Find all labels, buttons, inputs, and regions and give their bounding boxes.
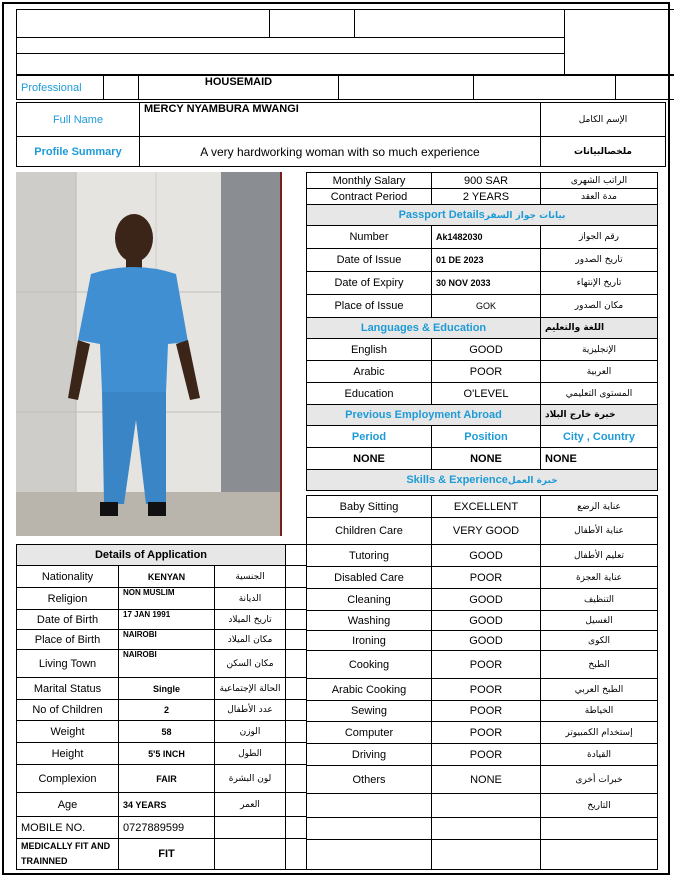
skill-value: EXCELLENT	[432, 496, 541, 518]
skill-ar: الكوى	[541, 631, 658, 651]
employment-city-header: City , Country	[541, 426, 658, 448]
skill-label: Sewing	[307, 701, 432, 722]
living-town-ar: مكان السكن	[215, 650, 286, 678]
contract-period-ar: مدة العقد	[541, 189, 658, 205]
skill-ar: الطبخ العربي	[541, 679, 658, 701]
religion-value: NON MUSLIM	[119, 588, 215, 610]
profession-row	[16, 75, 674, 100]
full-name-label: Full Name	[17, 103, 140, 137]
skills-title: Skills & Experience	[406, 474, 508, 486]
employment-title: Previous Employment Abroad	[307, 405, 541, 426]
pob-label: Place of Birth	[17, 630, 119, 650]
passport-number-ar: رقم الجواز	[541, 226, 658, 249]
profile-summary-text: A very hardworking woman with so much experience	[140, 137, 541, 167]
skill-value: NONE	[432, 766, 541, 794]
skill-value: GOOD	[432, 611, 541, 631]
passport-place-ar: مكان الصدور	[541, 295, 658, 318]
religion-label: Religion	[17, 588, 119, 610]
skill-ar: إستخدام الكمبيوتر	[541, 722, 658, 744]
skill-value: POOR	[432, 679, 541, 701]
height-ar: الطول	[215, 743, 286, 765]
employment-position-value: NONE	[432, 448, 541, 470]
salary-value: 900 SAR	[432, 173, 541, 189]
complexion-value: FAIR	[119, 765, 215, 793]
skill-ar: عناية الرضع	[541, 496, 658, 518]
salary-label: Monthly Salary	[307, 173, 432, 189]
employment-position-header: Position	[432, 426, 541, 448]
children-value: 2	[119, 700, 215, 721]
dob-value: 17 JAN 1991	[119, 610, 215, 630]
skill-label: Driving	[307, 744, 432, 766]
profile-summary-ar: ملخصالبيانات	[541, 137, 666, 167]
skill-value: POOR	[432, 567, 541, 589]
passport-expiry-label: Date of Expiry	[307, 272, 432, 295]
skill-ar: الغسيل	[541, 611, 658, 631]
right-info-table	[306, 172, 658, 491]
skill-value: GOOD	[432, 589, 541, 611]
age-label: Age	[17, 793, 119, 817]
skill-value: POOR	[432, 722, 541, 744]
age-ar: العمر	[215, 793, 286, 817]
arabic-ar: العربية	[541, 361, 658, 383]
application-title: Details of Application	[17, 545, 286, 566]
date-ar: التاريخ	[541, 794, 658, 818]
passport-section-header	[307, 205, 658, 226]
skill-ar: خبرات أخرى	[541, 766, 658, 794]
skill-ar: التنظيف	[541, 589, 658, 611]
skill-label	[307, 794, 432, 818]
skill-value: GOOD	[432, 631, 541, 651]
english-label: English	[307, 339, 432, 361]
employment-period-header: Period	[307, 426, 432, 448]
full-name-ar: الإسم الكامل	[541, 103, 666, 137]
skills-section-header	[307, 470, 658, 491]
height-value: 5'5 INCH	[119, 743, 215, 765]
skill-value: VERY GOOD	[432, 518, 541, 545]
employment-title-ar: خبرة خارج البلاد	[541, 405, 658, 426]
children-ar: عدد الأطفال	[215, 700, 286, 721]
passport-place-label: Place of Issue	[307, 295, 432, 318]
skill-value	[432, 794, 541, 818]
height-label: Height	[17, 743, 119, 765]
employment-city-value: NONE	[541, 448, 658, 470]
skill-label: Washing	[307, 611, 432, 631]
salary-ar: الراتب الشهرى	[541, 173, 658, 189]
passport-issue-value: 01 DE 2023	[432, 249, 541, 272]
pob-ar: مكان الميلاد	[215, 630, 286, 650]
passport-expiry-ar: تاريخ الإنتهاء	[541, 272, 658, 295]
professional-label: Professional	[17, 76, 104, 100]
english-ar: الإنجليزية	[541, 339, 658, 361]
skill-ar: عناية العجزة	[541, 567, 658, 589]
marital-value: Single	[119, 678, 215, 700]
medical-label: MEDICALLY FIT AND TRAINNED	[17, 839, 119, 870]
languages-title: Languages & Education	[307, 318, 541, 339]
education-value: O'LEVEL	[432, 383, 541, 405]
languages-title-ar: اللغة والتعليم	[541, 318, 658, 339]
contract-period-value: 2 YEARS	[432, 189, 541, 205]
application-table	[16, 544, 307, 870]
top-blank-grid	[16, 9, 674, 75]
education-ar: المستوى التعليمي	[541, 383, 658, 405]
skill-label: Arabic Cooking	[307, 679, 432, 701]
passport-place-value: GOK	[432, 295, 541, 318]
skill-label: Others	[307, 766, 432, 794]
complexion-ar: لون البشرة	[215, 765, 286, 793]
religion-ar: الديانة	[215, 588, 286, 610]
passport-title: Passport Details	[398, 209, 485, 221]
weight-label: Weight	[17, 721, 119, 743]
skill-label: Cooking	[307, 651, 432, 679]
skill-label: Children Care	[307, 518, 432, 545]
skill-label: Ironing	[307, 631, 432, 651]
skill-value: POOR	[432, 651, 541, 679]
complexion-label: Complexion	[17, 765, 119, 793]
skill-value: GOOD	[432, 545, 541, 567]
skill-ar: الطبخ	[541, 651, 658, 679]
weight-value: 58	[119, 721, 215, 743]
skills-title-ar: خبرة العمل	[507, 476, 558, 486]
dob-ar: تاريخ الميلاد	[215, 610, 286, 630]
medical-value: FIT	[119, 839, 215, 870]
skill-value: POOR	[432, 701, 541, 722]
passport-title-ar: بيانات جواز السفر	[484, 211, 566, 221]
children-label: No of Children	[17, 700, 119, 721]
mobile-value: 0727889599	[119, 817, 215, 839]
contract-period-label: Contract Period	[307, 189, 432, 205]
living-town-value: NAIROBI	[119, 650, 215, 678]
dob-label: Date of Birth	[17, 610, 119, 630]
education-label: Education	[307, 383, 432, 405]
applicant-photo	[16, 172, 280, 536]
full-name-value: MERCY NYAMBURA MWANGI	[140, 103, 541, 137]
passport-issue-ar: تاريخ الصدور	[541, 249, 658, 272]
living-town-label: Living Town	[17, 650, 119, 678]
english-value: GOOD	[432, 339, 541, 361]
nationality-label: Nationality	[17, 566, 119, 588]
skill-label: Cleaning	[307, 589, 432, 611]
profile-summary-label: Profile Summary	[17, 137, 140, 167]
nationality-ar: الجنسية	[215, 566, 286, 588]
skill-value: POOR	[432, 744, 541, 766]
skill-ar: تعليم الأطفال	[541, 545, 658, 567]
weight-ar: الوزن	[215, 721, 286, 743]
marital-ar: الحالة الإجتماعية	[215, 678, 286, 700]
skill-ar: عناية الأطفال	[541, 518, 658, 545]
skill-ar: الخياطة	[541, 701, 658, 722]
age-value: 34 YEARS	[119, 793, 215, 817]
marital-label: Marital Status	[17, 678, 119, 700]
arabic-label: Arabic	[307, 361, 432, 383]
name-profile-table	[16, 102, 666, 167]
profession-value: HOUSEMAID	[139, 76, 339, 100]
photo-border	[280, 172, 282, 536]
skill-label: Baby Sitting	[307, 496, 432, 518]
passport-number-label: Number	[307, 226, 432, 249]
skill-label: Tutoring	[307, 545, 432, 567]
skill-ar: القيادة	[541, 744, 658, 766]
passport-number-value: Ak1482030	[432, 226, 541, 249]
passport-expiry-value: 30 NOV 2033	[432, 272, 541, 295]
arabic-value: POOR	[432, 361, 541, 383]
nationality-value: KENYAN	[119, 566, 215, 588]
passport-issue-label: Date of Issue	[307, 249, 432, 272]
pob-value: NAIROBI	[119, 630, 215, 650]
employment-period-value: NONE	[307, 448, 432, 470]
skills-table	[306, 495, 658, 870]
mobile-label: MOBILE NO.	[17, 817, 119, 839]
skill-label: Disabled Care	[307, 567, 432, 589]
skill-label: Computer	[307, 722, 432, 744]
